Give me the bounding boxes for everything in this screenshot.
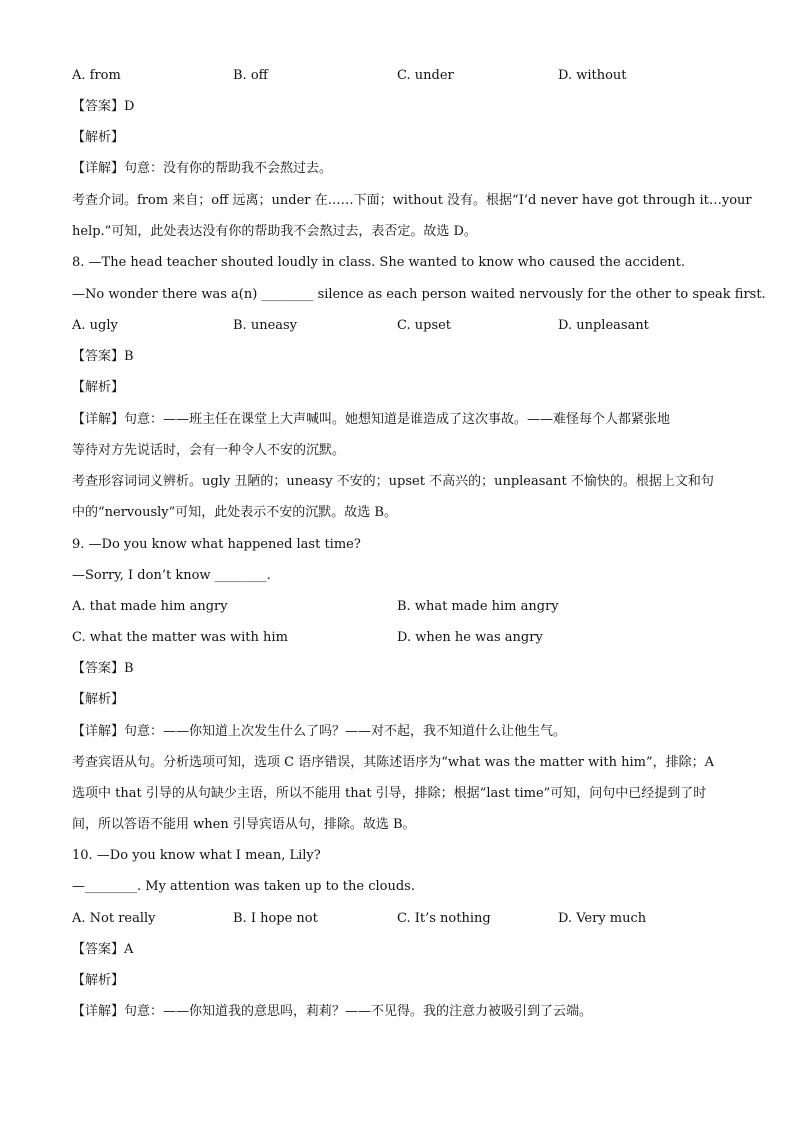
q9-stem-line-2: —Sorry, I don’t know ________. [72, 568, 271, 583]
q8-analysis-label: 【解析】 [72, 380, 125, 395]
q8-detail-line-2: 等待对方先说话时，会有一种令人不安的沉默。 [72, 443, 346, 458]
q10-analysis-label: 【解析】 [72, 973, 125, 988]
q8-explanation-line-2: 中的“nervously”可知，此处表示不安的沉默。故选 B。 [72, 505, 397, 520]
q7-option-a: A. from [72, 68, 121, 83]
q9-explanation-line-1: 考查宾语从句。分析选项可知，选项 C 语序错误，其陈述语序为“what was the matter with him”，排除；A [72, 755, 715, 770]
q8-options [72, 316, 734, 336]
q8-explanation-line-1: 考查形容词词义辨析。ugly 丑陋的；uneasy 不安的；upset 不高兴的；unpleasant 不愉快的。根据上文和句 [72, 474, 714, 489]
q10-option-d: D. Very much [558, 911, 647, 926]
q9-explanation-line-2: 选项中 that 引导的从句缺少主语，所以不能用 that 引导，排除；根据“last time”可知，问句中已经提到了时 [72, 786, 707, 801]
q10-option-c: C. It’s nothing [397, 911, 491, 926]
q7-analysis-label: 【解析】 [72, 130, 125, 145]
q8-detail-line-1: 【详解】句意：——班主任在课堂上大声喊叫。她想知道是谁造成了这次事故。——难怪每个人都紧张地 [72, 412, 671, 427]
q9-option-c: C. what the matter was with him [72, 630, 288, 645]
q9-explanation-line-3: 间，所以答语不能用 when 引导宾语从句，排除。故选 B。 [72, 817, 416, 832]
q10-stem-line-2: —________. My attention was taken up to the clouds. [72, 879, 415, 894]
q9-option-a: A. that made him angry [72, 599, 228, 614]
q7-explanation-line-2: help.”可知，此处表达没有你的帮助我不会熬过去，表否定。故选 D。 [72, 224, 477, 239]
q10-detail: 【详解】句意：——你知道我的意思吗，莉莉？——不见得。我的注意力被吸引到了云端。 [72, 1004, 593, 1019]
q7-options [72, 66, 734, 86]
q9-analysis-label: 【解析】 [72, 692, 125, 707]
q9-answer: 【答案】B [72, 661, 134, 676]
q8-option-c: C. upset [397, 318, 452, 333]
q8-stem-line-1: 8. —The head teacher shouted loudly in class. She wanted to know who caused the accident. [72, 255, 685, 270]
q9-option-b: B. what made him angry [397, 599, 559, 614]
q7-option-d: D. without [558, 68, 627, 83]
q7-option-b: B. off [233, 68, 268, 83]
q8-option-b: B. uneasy [233, 318, 298, 333]
q9-options-row-1 [72, 597, 734, 617]
q9-stem-line-1: 9. —Do you know what happened last time? [72, 537, 361, 552]
q10-options [72, 909, 734, 929]
q10-answer: 【答案】A [72, 942, 134, 957]
q7-answer: 【答案】D [72, 99, 135, 114]
q8-stem-line-2: —No wonder there was a(n) ________ silence as each person waited nervously for the other to speak first. [72, 287, 766, 302]
q7-explanation-line-1: 考查介词。from 来自；off 远离；under 在……下面；without 没有。根据“I’d never have got through it…your [72, 193, 752, 208]
q10-option-b: B. I hope not [233, 911, 318, 926]
q9-detail: 【详解】句意：——你知道上次发生什么了吗？——对不起，我不知道什么让他生气。 [72, 724, 567, 739]
q7-detail: 【详解】句意：没有你的帮助我不会熬过去。 [72, 161, 333, 176]
q8-answer: 【答案】B [72, 349, 134, 364]
q7-option-c: C. under [397, 68, 454, 83]
q9-options-row-2 [72, 628, 734, 648]
q9-option-d: D. when he was angry [397, 630, 543, 645]
q8-option-d: D. unpleasant [558, 318, 649, 333]
q8-option-a: A. ugly [72, 318, 118, 333]
q10-stem-line-1: 10. —Do you know what I mean, Lily? [72, 848, 321, 863]
q10-option-a: A. Not really [72, 911, 156, 926]
